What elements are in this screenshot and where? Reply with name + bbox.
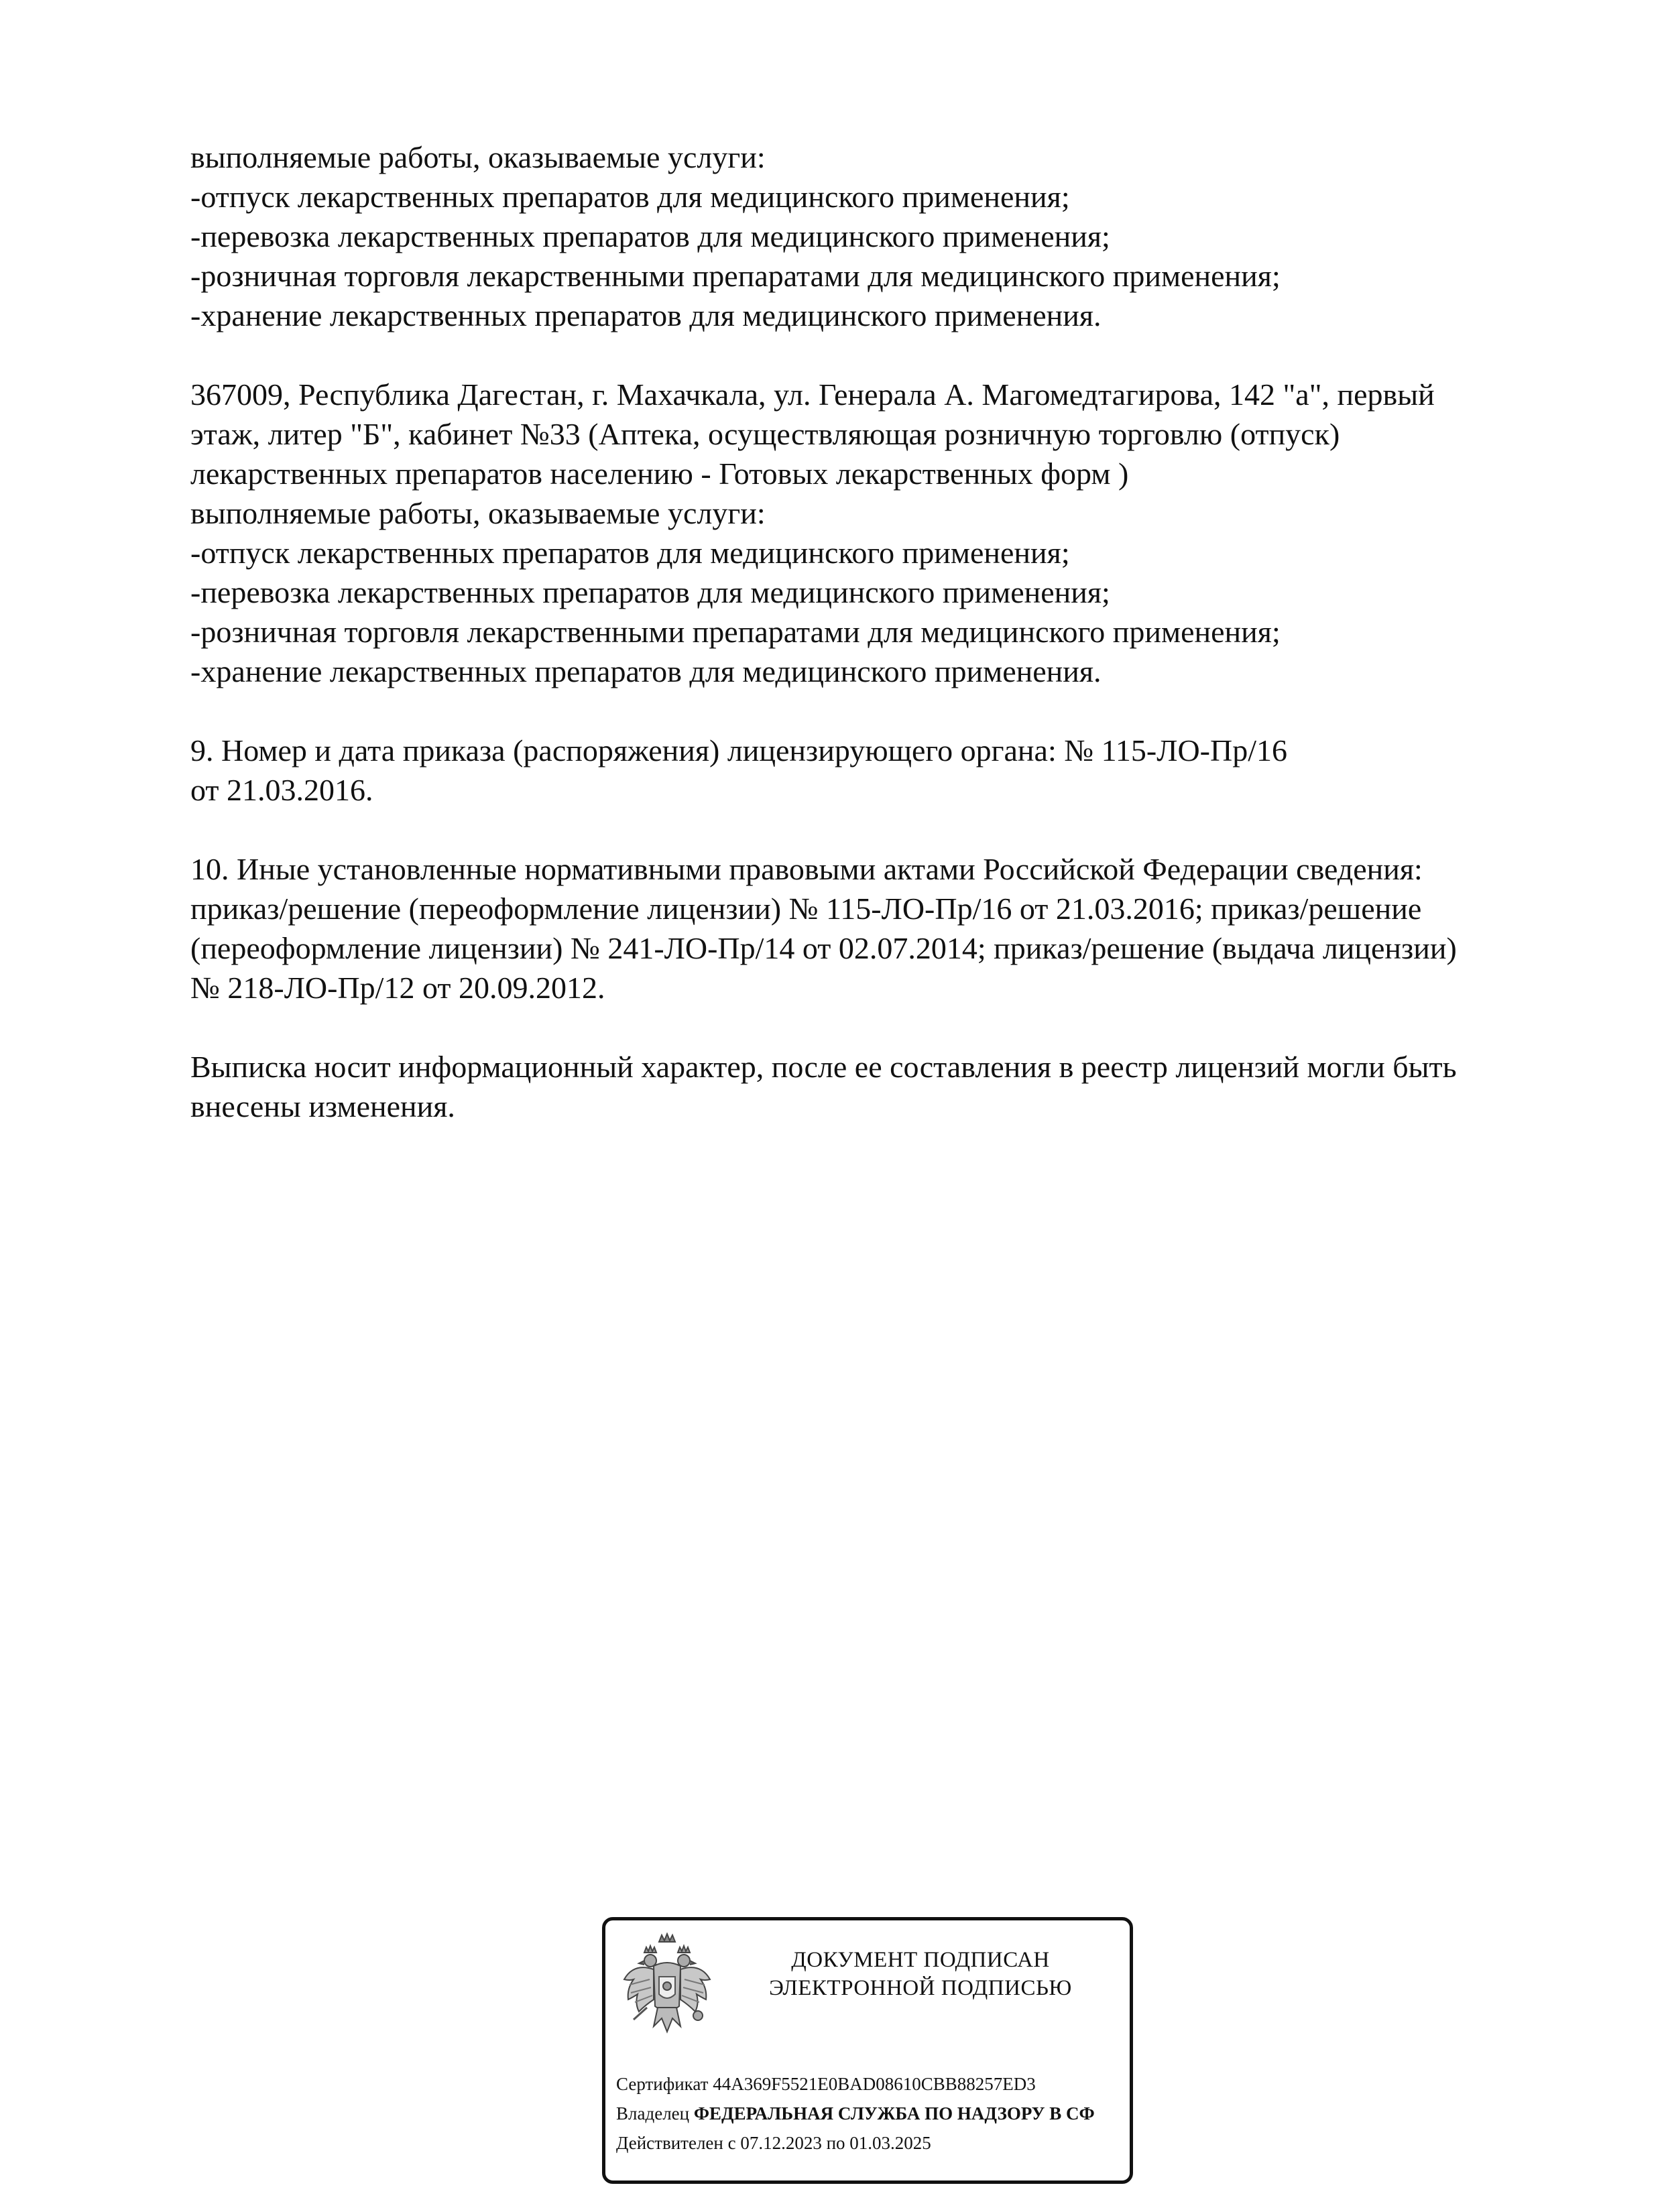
text-line: -перевозка лекарственных препаратов для медицинского применения;	[190, 219, 1110, 253]
russian-coat-of-arms-icon	[620, 1932, 714, 2043]
valid-from: 07.12.2023	[740, 2133, 822, 2153]
text-line: от 21.03.2016.	[190, 773, 373, 807]
valid-to-label: по	[826, 2133, 845, 2153]
text-line: приказ/решение (переоформление лицензии) № 115-ЛО-Пр/16 от 21.03.2016; приказ/решение	[190, 892, 1422, 926]
order-number-block	[190, 731, 1545, 810]
text-line: Выписка носит информационный характер, после ее составления в реестр лицензий могли быть	[190, 1050, 1457, 1084]
owner-row	[616, 2099, 1095, 2128]
text-line: лекарственных препаратов населению - Готовых лекарственных форм )	[190, 456, 1129, 491]
text-line: (переоформление лицензии) № 241-ЛО-Пр/14 от 02.07.2014; приказ/решение (выдача лицензии)	[190, 931, 1457, 965]
electronic-signature-stamp	[602, 1917, 1133, 2184]
stamp-title-line: ЭЛЕКТРОННОЙ ПОДПИСЬЮ	[769, 1976, 1072, 2000]
stamp-title	[719, 1946, 1122, 2002]
text-line: -отпуск лекарственных препаратов для медицинского применения;	[190, 180, 1070, 214]
address-services-block	[190, 375, 1545, 691]
text-line: -отпуск лекарственных препаратов для медицинского применения;	[190, 536, 1070, 570]
valid-label: Действителен с	[616, 2133, 736, 2153]
certificate-label: Сертификат	[616, 2074, 709, 2094]
text-line: -розничная торговля лекарственными препаратами для медицинского применения;	[190, 259, 1281, 293]
validity-row	[616, 2128, 1095, 2158]
text-line: внесены изменения.	[190, 1089, 455, 1123]
text-line: № 218-ЛО-Пр/12 от 20.09.2012.	[190, 971, 605, 1005]
text-line: выполняемые работы, оказываемые услуги:	[190, 496, 766, 530]
certificate-row	[616, 2069, 1095, 2099]
valid-to: 01.03.2025	[849, 2133, 931, 2153]
text-line: -розничная торговля лекарственными препаратами для медицинского применения;	[190, 615, 1281, 649]
services-list-block	[190, 137, 1545, 335]
text-line: 10. Иные установленные нормативными правовыми актами Российской Федерации сведения:	[190, 852, 1423, 886]
owner-value: ФЕДЕРАЛЬНАЯ СЛУЖБА ПО НАДЗОРУ В СФ	[693, 2103, 1095, 2124]
text-line: -перевозка лекарственных препаратов для медицинского применения;	[190, 575, 1110, 609]
owner-label: Владелец	[616, 2103, 690, 2124]
stamp-title-line: ДОКУМЕНТ ПОДПИСАН	[791, 1948, 1050, 1972]
text-line: 367009, Республика Дагестан, г. Махачкала, ул. Генерала А. Магомедтагирова, 142 "а", первый	[190, 377, 1435, 412]
text-line: 9. Номер и дата приказа (распоряжения) лицензирующего органа: № 115-ЛО-Пр/16	[190, 733, 1287, 767]
disclaimer-block	[190, 1047, 1545, 1126]
text-line: выполняемые работы, оказываемые услуги:	[190, 140, 766, 174]
text-line: этаж, литер "Б", кабинет №33 (Аптека, осуществляющая розничную торговлю (отпуск)	[190, 417, 1340, 451]
certificate-value: 44A369F5521E0BAD08610CBB88257ED3	[713, 2074, 1036, 2094]
stamp-details	[616, 2069, 1095, 2158]
text-line: -хранение лекарственных препаратов для медицинского применения.	[190, 298, 1102, 332]
document-body	[190, 137, 1545, 1166]
other-info-block	[190, 849, 1545, 1007]
text-line: -хранение лекарственных препаратов для медицинского применения.	[190, 654, 1102, 688]
